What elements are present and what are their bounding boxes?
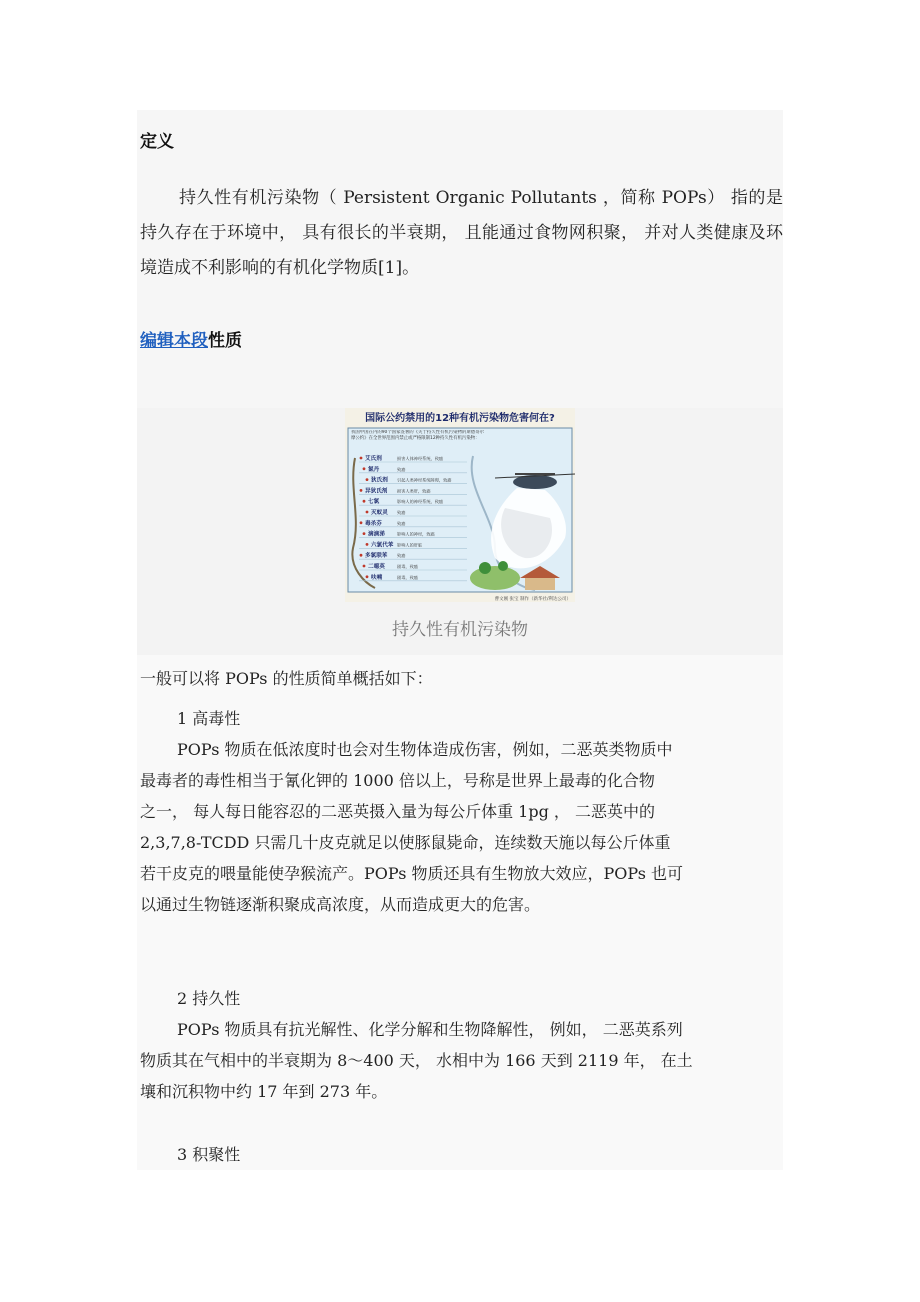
property-heading: 2 持久性 [177, 989, 241, 1008]
infographic-item-name: 呋喃 [371, 574, 383, 581]
infographic-item-effect: 损害人体神经系统，致癌 [397, 456, 444, 461]
property-line: 2,3,7,8-TCDD 只需几十皮克就足以使豚鼠毙命，连续数天施以每公斤体重 [140, 833, 671, 852]
infographic-item-name: 艾氏剂 [365, 456, 382, 462]
infographic-intro: 我国中国在内的90个国家签署的《关于持久性有机污染物的斯德哥尔摩公约》在全世界范围内禁止或严格限制12种持久性有机污染物： [351, 430, 484, 441]
property-line: 之一， 每人每日能容忍的二恶英摄入量为每公斤体重 1pg ， 二恶英中的 [140, 802, 656, 821]
property-line: POPs 物质具有抗光解性、化学分解和生物降解性， 例如， 二恶英系列 [177, 1020, 683, 1039]
infographic-title: 国际公约禁用的12种有机污染物危害何在? [365, 413, 555, 424]
properties-title: 性质 [208, 331, 242, 351]
property-line: 以通过生物链逐渐积聚成高浓度，从而造成更大的危害。 [140, 895, 541, 914]
list-bullet-icon [363, 500, 366, 503]
property-line: 物质其在气相中的半衰期为 8～400 天， 水相中为 166 天到 2119 年， 在土 [140, 1051, 693, 1070]
infographic-item-name: 二噁英 [368, 564, 385, 570]
figure-caption: 持久性有机污染物 [392, 620, 528, 640]
property-heading: 3 积聚性 [177, 1145, 241, 1164]
definition-heading: 定义 [140, 132, 174, 152]
infographic-item-effect: 致癌 [397, 510, 406, 515]
infographic-item-name: 七氯 [368, 499, 380, 506]
figure-area [137, 408, 783, 655]
list-bullet-icon [366, 511, 369, 514]
infographic-item-effect: 剧毒，致癌 [397, 574, 418, 580]
infographic-item-name: 滴滴涕 [368, 531, 385, 538]
list-bullet-icon [366, 543, 369, 546]
list-bullet-icon [366, 575, 369, 578]
infographic-item-name: 毒杀芬 [365, 520, 382, 527]
infographic-item-name: 六氯代苯 [371, 542, 394, 549]
property-line: 壤和沉积物中约 17 年到 273 年。 [140, 1082, 388, 1101]
infographic-item-effect: 致癌 [397, 520, 406, 526]
list-bullet-icon [360, 554, 363, 557]
property-accumulation [140, 1139, 783, 1170]
infographic-list-item [359, 476, 467, 484]
pops-infographic [345, 408, 575, 602]
infographic-item-name: 多氯联苯 [365, 553, 388, 560]
property-high-toxicity [140, 703, 783, 920]
property-line: 最毒者的毒性相当于氰化钾的 1000 倍以上，号称是世界上最毒的化合物 [140, 771, 655, 790]
edit-section-link[interactable]: 编辑本段 [140, 331, 208, 351]
list-bullet-icon [360, 457, 363, 460]
infographic-item-name: 异狄氏剂 [365, 488, 388, 495]
infographic-item-effect: 损害人类肝，致癌 [397, 488, 431, 494]
infographic-item-name: 氯丹 [368, 466, 380, 473]
list-bullet-icon [363, 532, 366, 535]
list-bullet-icon [360, 521, 363, 524]
property-line: POPs 物质在低浓度时也会对生物体造成伤害，例如，二恶英类物质中 [177, 740, 673, 759]
infographic-item-effect: 影响人的神经，致癌 [397, 531, 435, 537]
properties-intro [140, 663, 783, 694]
list-bullet-icon [366, 478, 369, 481]
infographic-item-name: 狄氏剂 [371, 477, 388, 484]
infographic-item-effect: 剧毒，致癌 [397, 564, 418, 569]
infographic-item-effect: 影响人的肝脏 [397, 542, 423, 548]
infographic-item-effect: 致癌 [397, 466, 406, 472]
infographic-item-effect: 致癌 [397, 553, 406, 559]
property-persistence [140, 983, 783, 1107]
properties-heading [140, 326, 242, 351]
property-heading: 1 高毒性 [177, 709, 241, 728]
infographic-credit: 曹文刚 张宝 制作（新华社/利达公司） [494, 597, 571, 602]
intro-line: 一般可以将 POPs 的性质简单概括如下： [140, 669, 433, 688]
property-line: 若干皮克的喂量能使孕猴流产。POPs 物质还具有生物放大效应，POPs 也可 [140, 864, 684, 883]
infographic-item-effect: 引起人类神经系统障碍，致癌 [397, 477, 452, 483]
list-bullet-icon [363, 565, 366, 568]
infographic-item-name: 灭蚁灵 [371, 510, 388, 516]
infographic-item-effect: 影响人的神经系统，致癌 [397, 499, 444, 505]
definition-paragraph: 持久性有机污染物（ Persistent Organic Pollutants ，简称 POPs） 指的是持久存在于环境中， 具有很长的半衰期， 且能通过食物网积聚， 并对人类健康及环境造成不利影响的有机化学物质[1]。 [140, 188, 783, 278]
list-bullet-icon [360, 489, 363, 492]
list-bullet-icon [363, 467, 366, 470]
